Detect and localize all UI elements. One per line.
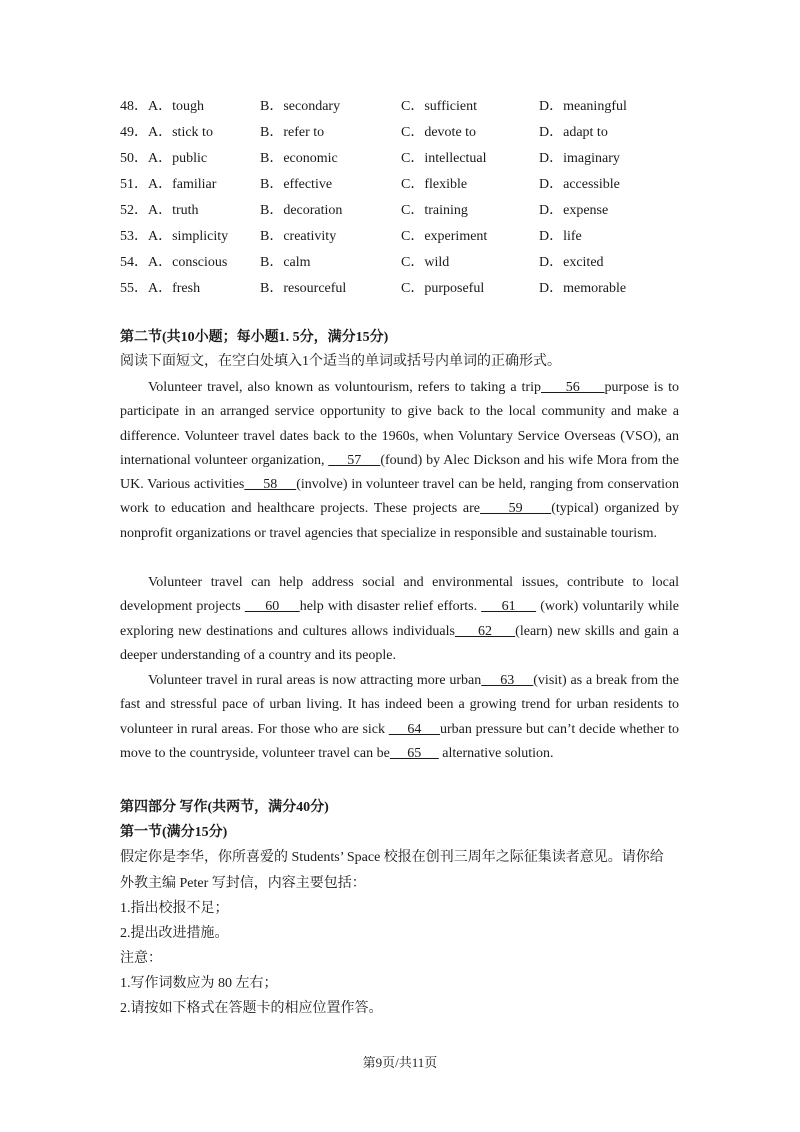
- option-c: C．experiment: [401, 229, 488, 244]
- option-d: D．accessible: [539, 177, 620, 192]
- passage-text: (found) by Alec Dickson and his wife Mora from the UK. Various activities: [120, 452, 680, 493]
- option-row: [120, 224, 700, 250]
- option-row: [120, 146, 700, 172]
- question-number: 50．: [120, 151, 148, 166]
- blank-57[interactable]: 57: [328, 452, 381, 468]
- option-b: B．economic: [260, 151, 338, 166]
- option-b: B．effective: [260, 177, 333, 192]
- option-a: A．public: [148, 151, 208, 166]
- passage-text: Volunteer travel in rural areas is now attracting more urban: [148, 673, 482, 688]
- part4-heading: 第四部分 写作(共两节，满分40分): [120, 800, 329, 815]
- section2-instruction: 阅读下面短文，在空白处填入1个适当的单词或括号内单词的正确形式。: [120, 354, 561, 369]
- option-a: A．familiar: [148, 177, 217, 192]
- passage-text: purpose is to participate in an arranged service opportunity to give back to the local community and make a difference. Volunteer travel dates back to the 1960s, when Voluntary Service Overseas (VSO), an international volunteer organization,: [120, 380, 679, 468]
- blank-64[interactable]: 64: [388, 721, 440, 737]
- passage-text: urban pressure but can’t decide whether to move to the countryside, volunteer travel can be: [120, 721, 680, 761]
- passage-paragraph-1: [120, 376, 679, 546]
- question-number: 49．: [120, 125, 148, 140]
- passage-text: (involve) in volunteer travel can be held, ranging from conservation work to education and healthcare projects. These projects are: [120, 477, 680, 517]
- option-c: C．sufficient: [401, 99, 477, 114]
- option-d: D．memorable: [539, 281, 627, 296]
- option-b: B．decoration: [260, 203, 343, 218]
- blank-58[interactable]: 58: [244, 477, 297, 493]
- writing-item-2: 2.提出改进措施。: [120, 926, 229, 941]
- option-b: B．creativity: [260, 229, 337, 244]
- option-b: B．secondary: [260, 99, 341, 114]
- option-a: A．truth: [148, 203, 199, 218]
- option-row: [120, 276, 700, 302]
- question-number: 48．: [120, 99, 148, 114]
- passage-text: (learn) new skills and gain a deeper understanding of a country and its people.: [120, 623, 680, 663]
- option-row: [120, 94, 700, 120]
- note-item-2: 2.请按如下格式在答题卡的相应位置作答。: [120, 1001, 383, 1016]
- option-d: D．adapt to: [539, 125, 608, 140]
- passage-text: alternative solution.: [438, 745, 554, 761]
- note-label: 注意：: [120, 951, 162, 966]
- question-number: 51．: [120, 177, 148, 192]
- passage-text: (typical) organized by nonprofit organizations or travel agencies that specialize in responsible and sustainable tourism.: [120, 501, 679, 541]
- question-number: 52．: [120, 203, 148, 218]
- option-d: D．excited: [539, 255, 604, 270]
- option-row: [120, 250, 700, 276]
- passage-text: Volunteer travel, also known as voluntourism, refers to taking a trip: [148, 380, 541, 395]
- option-a: A．simplicity: [148, 229, 229, 244]
- section2-heading: 第二节(共10小题；每小题1. 5分，满分15分): [120, 330, 389, 345]
- blank-60[interactable]: 60: [244, 599, 300, 615]
- passage-paragraph-2: [120, 571, 679, 668]
- option-row: [120, 172, 700, 198]
- blank-65[interactable]: 65: [389, 745, 439, 761]
- option-a: A．fresh: [148, 281, 201, 296]
- option-row: [120, 198, 700, 224]
- option-d: D．life: [539, 229, 582, 244]
- blank-63[interactable]: 63: [481, 673, 534, 688]
- question-number: 55．: [120, 281, 148, 296]
- blank-56[interactable]: 56: [540, 380, 605, 395]
- note-item-1: 1.写作词数应为 80 左右；: [120, 976, 278, 991]
- option-a: A．tough: [148, 99, 204, 114]
- passage-paragraph-3: [120, 669, 679, 766]
- writing-prompt-line-1: 假定你是李华，你所喜爱的 Students’ Space 校报在创刊三周年之际征集读者意见。请你给: [120, 850, 664, 865]
- option-c: C．flexible: [401, 177, 468, 192]
- passage-text: help with disaster relief efforts.: [299, 599, 482, 615]
- question-number: 53．: [120, 229, 148, 244]
- answer-options-table: [120, 94, 700, 302]
- writing-prompt-line-2: 外教主编 Peter 写封信，内容主要包括：: [120, 876, 366, 891]
- option-d: D．imaginary: [539, 151, 620, 166]
- option-b: B．calm: [260, 255, 311, 270]
- option-c: C．intellectual: [401, 151, 487, 166]
- option-d: D．meaningful: [539, 99, 627, 114]
- option-a: A．conscious: [148, 255, 228, 270]
- option-row: [120, 120, 700, 146]
- option-c: C．wild: [401, 255, 450, 270]
- option-c: C．devote to: [401, 125, 477, 140]
- option-a: A．stick to: [148, 125, 213, 140]
- blank-62[interactable]: 62: [454, 623, 516, 639]
- writing-item-1: 1.指出校报不足；: [120, 901, 229, 916]
- page-number: 第9页/共11页: [362, 1055, 438, 1070]
- passage-text: (work) voluntarily while exploring new destinations and cultures allows individuals: [120, 599, 680, 639]
- option-b: B．refer to: [260, 125, 325, 140]
- passage-text: (visit) as a break from the fast and stressful pace of urban living. It has indeed been a growing trend for urban residents to volunteer in rural areas. For those who are sick: [120, 673, 679, 737]
- option-c: C．training: [401, 203, 468, 218]
- question-number: 54．: [120, 255, 148, 270]
- blank-61[interactable]: 61: [481, 599, 537, 615]
- blank-59[interactable]: 59: [479, 501, 552, 517]
- part4-subheading: 第一节(满分15分): [120, 825, 228, 840]
- option-c: C．purposeful: [401, 281, 485, 296]
- option-d: D．expense: [539, 203, 609, 218]
- passage-text: Volunteer travel can help address social and environmental issues, contribute to local development projects: [120, 575, 679, 615]
- option-b: B．resourceful: [260, 281, 347, 296]
